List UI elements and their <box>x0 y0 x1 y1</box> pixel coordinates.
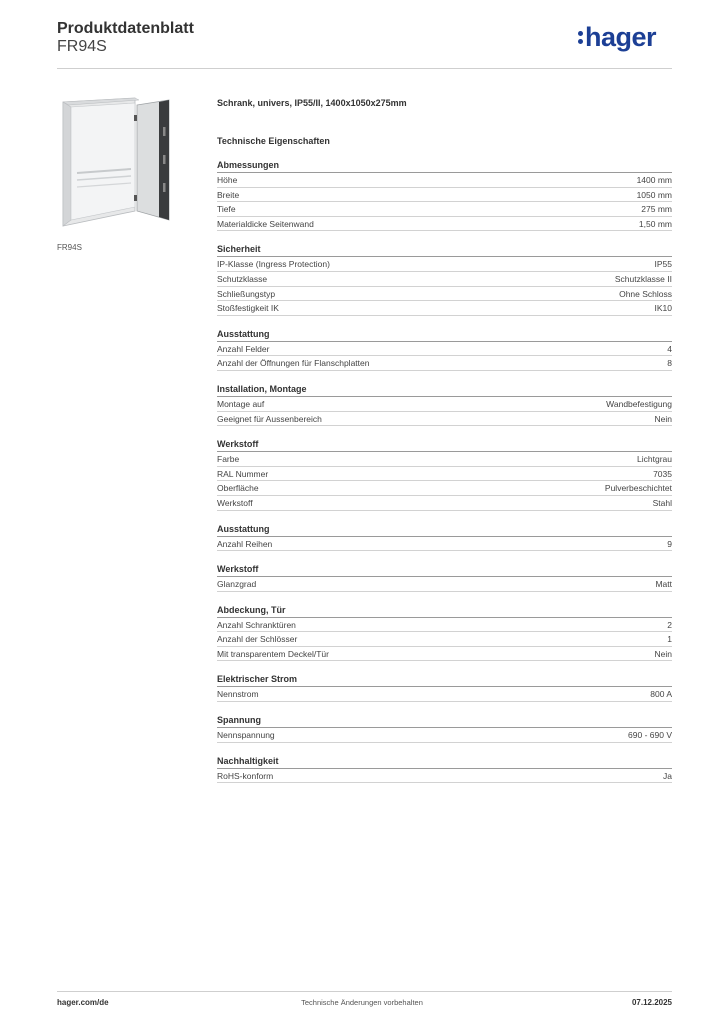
spec-value: IP55 <box>654 259 672 270</box>
spec-value: 275 mm <box>641 204 672 215</box>
spec-label: Anzahl Felder <box>217 343 270 354</box>
spec-content <box>217 96 672 795</box>
spec-label: Anzahl Schranktüren <box>217 619 296 630</box>
header-divider <box>57 68 672 69</box>
spec-label: Farbe <box>217 454 240 465</box>
spec-section <box>217 438 672 510</box>
spec-label: Anzahl der Öffnungen für Flanschplatten <box>217 358 370 369</box>
section-title: Ausstattung <box>217 328 672 342</box>
spec-section <box>217 755 672 784</box>
spec-row <box>217 202 672 217</box>
spec-label: Materialdicke Seitenwand <box>217 218 314 229</box>
spec-label: Oberfläche <box>217 483 259 494</box>
spec-value: 800 A <box>650 689 672 700</box>
hager-logo <box>578 22 656 53</box>
spec-label: Nennstrom <box>217 689 259 700</box>
spec-value: Nein <box>654 413 672 424</box>
spec-section <box>217 604 672 662</box>
spec-label: Anzahl der Schlösser <box>217 634 298 645</box>
section-title: Werkstoff <box>217 563 672 577</box>
spec-row <box>217 342 672 357</box>
spec-row <box>217 287 672 302</box>
spec-label: RAL Nummer <box>217 468 269 479</box>
spec-row <box>217 452 672 467</box>
spec-row <box>217 397 672 412</box>
spec-row <box>217 577 672 592</box>
section-title: Nachhaltigkeit <box>217 755 672 769</box>
spec-value: IK10 <box>654 303 672 314</box>
section-title: Elektrischer Strom <box>217 673 672 687</box>
spec-row <box>217 632 672 647</box>
section-title: Spannung <box>217 714 672 728</box>
spec-row <box>217 272 672 287</box>
spec-label: Geeignet für Aussenbereich <box>217 413 322 424</box>
spec-row <box>217 618 672 633</box>
spec-row <box>217 301 672 316</box>
cabinet-product-image <box>57 95 202 233</box>
product-code: FR94S <box>57 38 107 55</box>
spec-value: Wandbefestigung <box>606 398 672 409</box>
logo-dots-icon <box>578 25 583 47</box>
spec-label: RoHS-konform <box>217 770 274 781</box>
spec-label: Anzahl Reihen <box>217 538 273 549</box>
spec-label: Schutzklasse <box>217 273 268 284</box>
spec-section <box>217 714 672 743</box>
spec-value: 9 <box>667 538 672 549</box>
spec-sections <box>217 159 672 783</box>
spec-value: 8 <box>667 358 672 369</box>
spec-row <box>217 217 672 232</box>
section-title: Abmessungen <box>217 159 672 173</box>
spec-row <box>217 647 672 662</box>
product-description: Schrank, univers, IP55/II, 1400x1050x275mm <box>217 98 407 108</box>
spec-value: Schutzklasse II <box>614 273 672 284</box>
spec-value: 1,50 mm <box>638 218 672 229</box>
spec-label: Stoßfestigkeit IK <box>217 303 279 314</box>
spec-row <box>217 537 672 552</box>
footer-notice: Technische Änderungen vorbehalten <box>301 998 423 1007</box>
spec-row <box>217 496 672 511</box>
spec-row <box>217 356 672 371</box>
spec-section <box>217 328 672 371</box>
spec-section <box>217 383 672 426</box>
spec-value: 7035 <box>653 468 672 479</box>
spec-value: Lichtgrau <box>637 454 672 465</box>
section-title: Werkstoff <box>217 438 672 452</box>
section-title: Sicherheit <box>217 243 672 257</box>
spec-row <box>217 173 672 188</box>
footer-divider <box>57 991 672 992</box>
spec-row <box>217 188 672 203</box>
footer-website[interactable]: hager.com/de <box>57 998 109 1007</box>
page-header <box>57 20 672 68</box>
spec-row <box>217 728 672 743</box>
image-caption: FR94S <box>57 243 82 252</box>
spec-value: Ohne Schloss <box>619 288 672 299</box>
spec-section <box>217 563 672 592</box>
spec-label: IP-Klasse (Ingress Protection) <box>217 259 330 270</box>
section-title: Ausstattung <box>217 523 672 537</box>
spec-section <box>217 159 672 231</box>
spec-row <box>217 687 672 702</box>
spec-row <box>217 412 672 427</box>
page-title: Produktdatenblatt <box>57 20 194 37</box>
spec-value: 1 <box>667 634 672 645</box>
spec-label: Mit transparentem Deckel/Tür <box>217 648 329 659</box>
spec-label: Glanzgrad <box>217 579 257 590</box>
spec-section <box>217 673 672 702</box>
spec-value: 1400 mm <box>636 175 672 185</box>
spec-label: Werkstoff <box>217 497 253 508</box>
spec-label: Nennspannung <box>217 730 275 741</box>
tech-properties-heading: Technische Eigenschaften <box>217 136 330 146</box>
spec-value: 690 - 690 V <box>628 730 672 741</box>
spec-value: 4 <box>667 343 672 354</box>
spec-label: Höhe <box>217 175 238 185</box>
section-title: Abdeckung, Tür <box>217 604 672 618</box>
spec-value: 2 <box>667 619 672 630</box>
spec-label: Breite <box>217 189 240 200</box>
spec-row <box>217 769 672 784</box>
spec-section <box>217 523 672 552</box>
logo-text: hager <box>584 22 656 52</box>
spec-value: Ja <box>663 770 672 781</box>
spec-value: Pulverbeschichtet <box>604 483 672 494</box>
spec-row <box>217 467 672 482</box>
spec-value: Nein <box>654 648 672 659</box>
spec-label: Schließungstyp <box>217 288 276 299</box>
section-title: Installation, Montage <box>217 383 672 397</box>
spec-value: Matt <box>655 579 672 590</box>
spec-row <box>217 481 672 496</box>
spec-label: Tiefe <box>217 204 236 215</box>
spec-row <box>217 257 672 272</box>
spec-value: Stahl <box>652 497 672 508</box>
spec-section <box>217 243 672 315</box>
spec-label: Montage auf <box>217 398 265 409</box>
footer-date: 07.12.2025 <box>631 998 672 1007</box>
spec-value: 1050 mm <box>636 189 672 200</box>
